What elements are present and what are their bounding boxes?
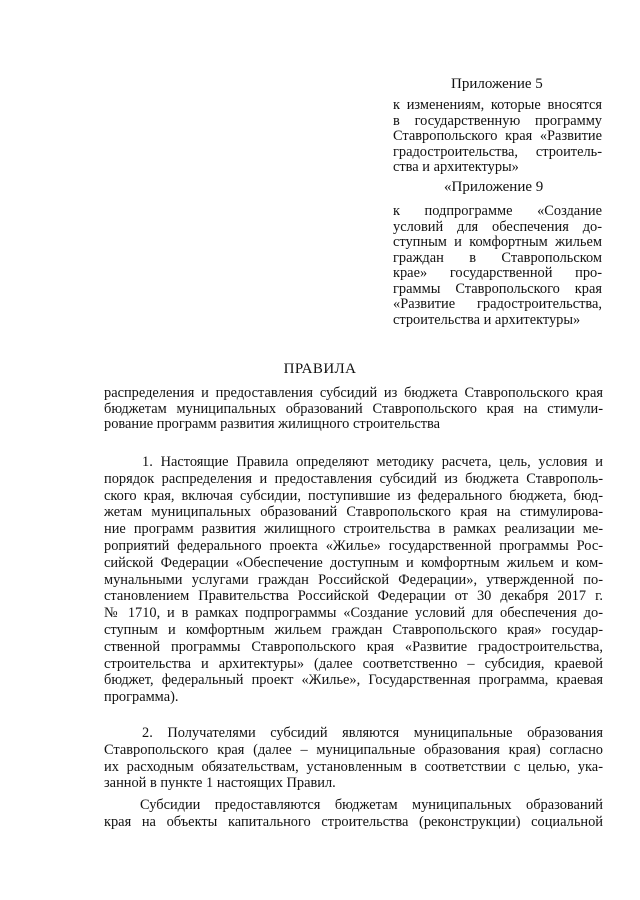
paragraph-line: ского края, включая субсидии, поступившие из федерального бюджета, бюд- [104, 487, 603, 504]
paragraph-line: становлением Правительства Российской Федерации от 30 декабря 2017 г. [104, 588, 603, 605]
rules-subtitle-line: бюджетам муниципальных образований Ставропольского края на стимули- [104, 400, 603, 417]
quoted-appendix-line: граждан в Ставропольском [393, 249, 602, 266]
quoted-appendix-reference [393, 204, 602, 328]
paragraph-line: края на объекты капитального строительства (реконструкции) социальной [104, 813, 603, 830]
paragraph-line: № 1710, и в рамках подпрограммы «Создание условий для обеспечения до- [104, 605, 603, 622]
paragraph-line: 1. Настоящие Правила определяют методику расчета, цель, условия и [142, 454, 603, 470]
quoted-appendix-line: граммы Ставропольского края [393, 280, 602, 297]
quoted-appendix-line: условий для обеспечения до- [393, 218, 602, 235]
appendix-line: Ставропольского края «Развитие [393, 128, 602, 144]
quoted-appendix-line: строительства и архитектуры» [393, 311, 581, 328]
paragraph-line: бюджет, федеральный проект «Жилье», Государственная программа, краевая [104, 672, 603, 689]
paragraph-3 [104, 797, 603, 831]
appendix-title: Приложение 5 [451, 76, 543, 92]
paragraph-2 [104, 725, 603, 792]
rules-subtitle-line: рование программ развития жилищного строительства [104, 416, 441, 432]
paragraph-line: строительства и архитектуры» (далее соответственно – субсидия, краевой [104, 655, 603, 672]
paragraph-line: 2. Получателями субсидий являются муниципальные образования [142, 725, 603, 741]
paragraph-line: занной в пункте 1 настоящих Правил. [104, 775, 336, 792]
quoted-appendix-line: крае» государственной про- [393, 265, 602, 281]
appendix-line: в государственную программу [393, 112, 602, 129]
paragraph-line: порядок распределения и предоставления субсидий из бюджета Ставрополь- [104, 470, 603, 487]
appendix-reference [393, 98, 602, 176]
paragraph-line: жетам муниципальных образований Ставропольского края на стимулирова- [104, 504, 603, 521]
appendix-line: ства и архитектуры» [393, 159, 519, 175]
quoted-appendix-line: «Развитие градостроительства, [393, 296, 602, 312]
paragraph-line: ступным и комфортным жильем граждан Ставропольского края» государ- [104, 621, 603, 638]
paragraph-line: программа). [104, 689, 179, 706]
paragraph-line: ние программ развития жилищного строительства в рамках реализации ме- [104, 521, 603, 538]
quoted-appendix-title: «Приложение 9 [444, 179, 544, 195]
rules-subtitle-line: распределения и предоставления субсидий из бюджета Ставропольского края [104, 385, 603, 401]
rules-subtitle [104, 386, 603, 433]
paragraph-line: их расходным обязательствам, установленным в соответствии с целью, ука- [104, 758, 603, 775]
paragraph-line: мунальными услугами граждан Российской Федерации», утвержденной по- [104, 571, 603, 588]
appendix-line: градостроительства, строитель- [393, 143, 602, 160]
appendix-line: к изменениям, которые вносятся [393, 97, 602, 113]
rules-heading: ПРАВИЛА [283, 361, 357, 377]
paragraph-line: роприятий федерального проекта «Жилье» государственной программы Рос- [104, 537, 603, 554]
paragraph-line: ственной программы Ставропольского края «Развитие градостроительства, [104, 638, 603, 655]
paragraph-1 [104, 454, 603, 706]
quoted-appendix-line: к подпрограмме «Создание [393, 203, 602, 219]
paragraph-line: Субсидии предоставляются бюджетам муниципальных образований [140, 797, 603, 813]
paragraph-line: Ставропольского края (далее – муниципальные образования края) согласно [104, 741, 603, 758]
quoted-appendix-line: ступным и комфортным жильем [393, 234, 602, 250]
paragraph-line: сийской Федерации «Обеспечение доступным и комфортным жильем и ком- [104, 554, 603, 571]
